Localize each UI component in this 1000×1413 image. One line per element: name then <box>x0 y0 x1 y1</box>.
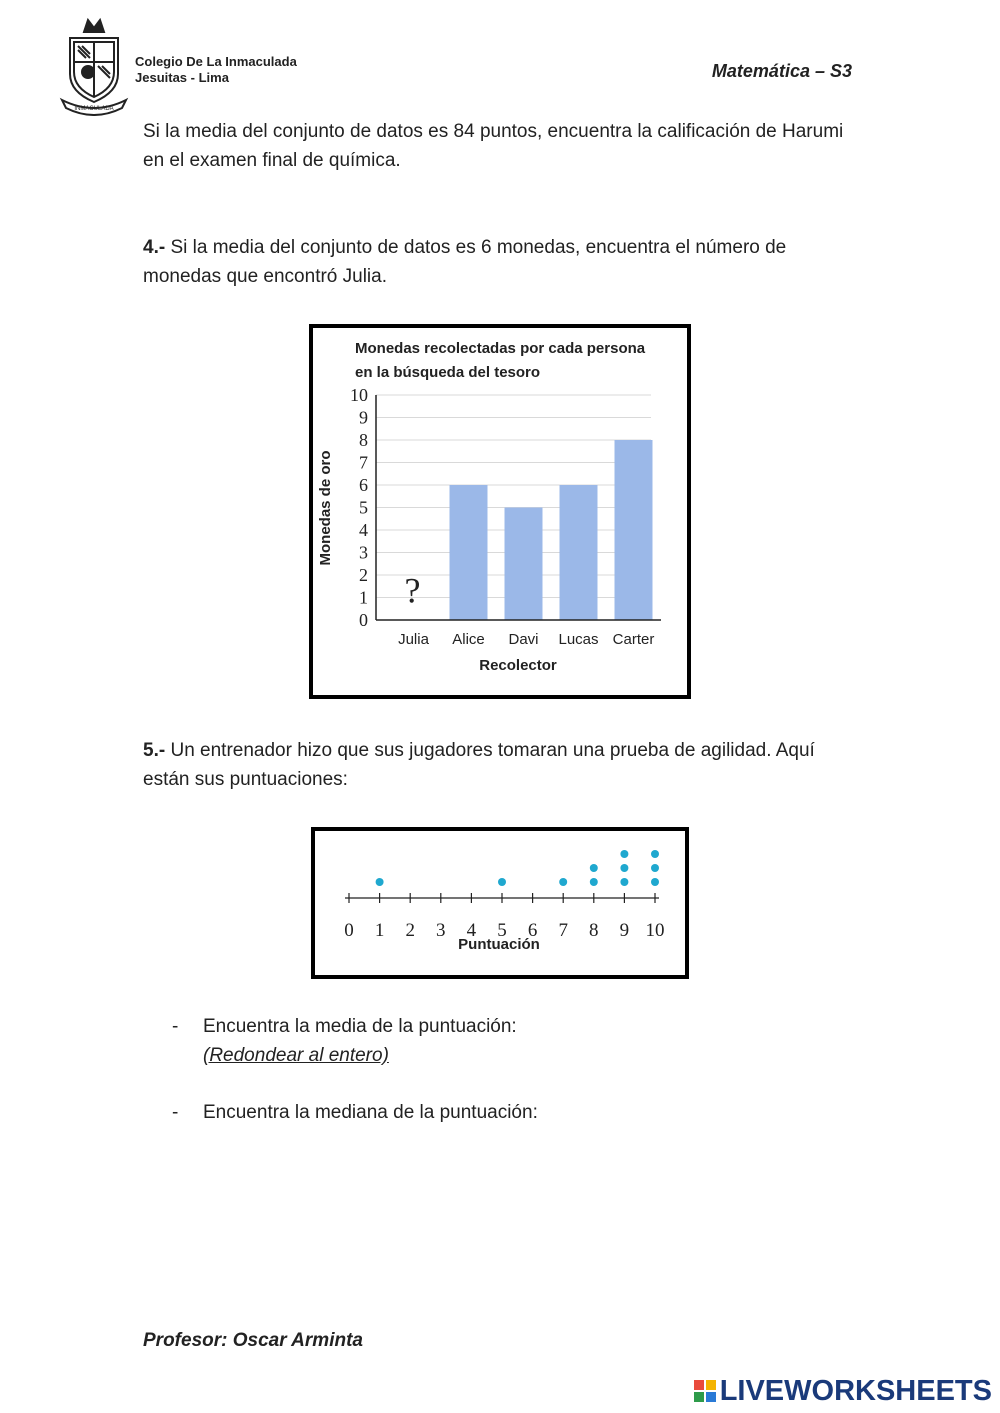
question-5-text: Un entrenador hizo que sus jugadores tomaran una prueba de agilidad. Aquí están sus puntuaciones: <box>143 740 815 790</box>
bar-chart-ytick-label: 1 <box>359 587 368 608</box>
bar-chart-xlabel: Recolector <box>479 657 557 674</box>
bar-davi <box>505 508 543 621</box>
bar-chart-xtick-label: Carter <box>612 631 655 648</box>
dot-plot-tick-label: 2 <box>405 920 415 941</box>
question-5 <box>143 736 863 794</box>
dot-plot-tick-label: 5 <box>497 920 507 941</box>
task-1-note: (Redondear al entero) <box>203 1045 389 1066</box>
dot-point-7 <box>559 878 567 886</box>
dot-plot-tick-label: 3 <box>436 920 446 941</box>
task-1-text: Encuentra la media de la puntuación: <box>203 1016 517 1037</box>
dot-point-1 <box>376 878 384 886</box>
bar-chart-xtick-label: Lucas <box>558 631 599 648</box>
bar-carter <box>615 440 653 620</box>
bar-chart-ytick-label: 3 <box>359 542 368 563</box>
bar-chart-ytick-label: 9 <box>359 407 368 428</box>
bar-chart-ytick-label: 7 <box>359 452 368 473</box>
dot-plot-tick-label: 0 <box>344 920 354 941</box>
liveworksheets-logo <box>694 1375 992 1408</box>
dot-plot-tick-label: 7 <box>558 920 568 941</box>
dot-point-9 <box>620 850 628 858</box>
dot-plot-xlabel: Puntuación <box>458 936 540 953</box>
dot-point-9 <box>620 864 628 872</box>
liveworksheets-text: LIVEWORKSHEETS <box>719 1375 992 1407</box>
school-name <box>135 54 297 86</box>
question-4 <box>143 233 863 291</box>
dot-point-10 <box>651 878 659 886</box>
dot-plot-tick-label: 10 <box>645 920 665 941</box>
teacher-name: Profesor: Oscar Arminta <box>143 1330 363 1351</box>
task-2-text: Encuentra la mediana de la puntuación: <box>203 1102 538 1123</box>
bar-chart-xtick-label: Alice <box>452 631 485 648</box>
bar-chart-ytick-label: 4 <box>359 520 368 540</box>
bar-alice <box>450 485 488 620</box>
bar-chart-title-line1: Monedas recolectadas por cada persona <box>355 340 646 357</box>
bar-chart-ytick-label: 5 <box>359 497 368 518</box>
bar-chart-ytick-label: 10 <box>350 385 368 405</box>
dot-plot-frame <box>311 827 689 979</box>
bar-chart-frame <box>309 324 691 699</box>
bar-chart-xtick-label: Davi <box>508 631 539 648</box>
bar-chart-xtick-label: Julia <box>398 631 429 648</box>
liveworksheets-icon <box>694 1380 716 1402</box>
bar-chart-ytick-label: 8 <box>359 430 368 450</box>
dot-plot-tick-label: 6 <box>527 920 538 941</box>
school-name-line2: Jesuitas - Lima <box>135 70 229 85</box>
dot-point-5 <box>498 878 506 886</box>
question-4-number: 4.- <box>143 237 166 258</box>
dot-plot <box>315 831 685 975</box>
bar-chart-ytick-label: 0 <box>359 610 368 630</box>
bar-lucas <box>560 485 598 620</box>
question-4-text: Si la media del conjunto de datos es 6 monedas, encuentra el número de monedas que encontró Julia. <box>143 237 787 287</box>
dot-plot-tick-label: 8 <box>589 920 599 941</box>
svg-text:INMACULADA: INMACULADA <box>74 106 114 112</box>
bar-chart-ytick-label: 2 <box>359 565 368 585</box>
bar-chart-ylabel: Monedas de oro <box>317 450 334 566</box>
task-2-dash: - <box>172 1102 179 1123</box>
dot-point-10 <box>651 850 659 858</box>
dot-plot-tick-label: 4 <box>466 920 477 941</box>
bar-chart <box>313 328 687 695</box>
bar-unknown-marker: ? <box>404 570 421 611</box>
bar-chart-title-line2: en la búsqueda del tesoro <box>355 364 541 381</box>
school-crest-logo <box>58 12 130 116</box>
bar-chart-ytick-label: 6 <box>359 475 368 495</box>
dot-plot-tick-label: 9 <box>619 920 630 941</box>
school-name-line1: Colegio De La Inmaculada <box>135 54 297 69</box>
dot-plot-tick-label: 1 <box>374 920 385 941</box>
dot-point-9 <box>620 878 628 886</box>
dot-point-8 <box>590 864 598 872</box>
dot-point-8 <box>590 878 598 886</box>
question-3-text: Si la media del conjunto de datos es 84 puntos, encuentra la calificación de Harumi en el examen final de química. <box>143 121 844 171</box>
dot-point-10 <box>651 864 659 872</box>
course-title: Matemática – S3 <box>711 61 852 81</box>
task-1-dash: - <box>172 1016 179 1037</box>
question-5-number: 5.- <box>143 740 166 761</box>
